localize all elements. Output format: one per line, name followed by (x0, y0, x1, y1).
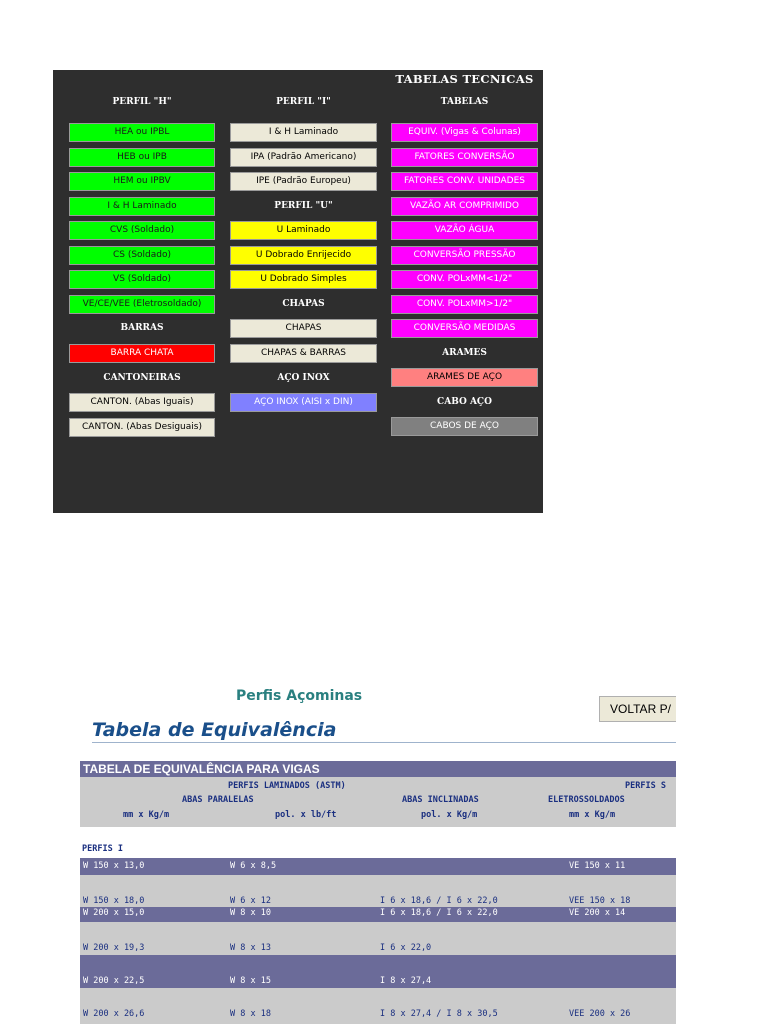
button-cantoneira-iguais[interactable]: CANTON. (Abas Iguais) (69, 393, 215, 412)
button-u-dobrado-enrijecido[interactable]: U Dobrado Enrijecido (230, 246, 377, 265)
button-fatores-conv-unidades[interactable]: FATORES CONV. UNIDADES (391, 172, 538, 191)
header-aco-inox: AÇO INOX (277, 373, 330, 383)
cell-eletrossoldado: VE 150 x 11 (569, 861, 626, 871)
button-equiv-vigas-colunas[interactable]: EQUIV. (Vigas & Colunas) (391, 123, 538, 142)
header-perfil-i: PERFIL "I" (276, 97, 331, 107)
menu-title: TABELAS TECNICAS (395, 72, 534, 86)
cell-eletrossoldado: VEE 150 x 18 (569, 896, 631, 906)
button-barra-chata[interactable]: BARRA CHATA (69, 344, 215, 363)
cell-pol-kg: I 6 x 22,0 (380, 943, 432, 953)
cell-pol-kg: I 6 x 18,6 / I 6 x 22,0 (380, 896, 498, 906)
cell-mm-kg: W 200 x 26,6 (83, 1009, 145, 1019)
button-heb-ipb[interactable]: HEB ou IPB (69, 148, 215, 167)
cell-mm-kg: W 200 x 19,3 (83, 943, 145, 953)
button-h-laminado[interactable]: I & H Laminado (69, 197, 215, 216)
cell-pol-lb: W 8 x 18 (230, 1009, 271, 1019)
table-title-bar: TABELA DE EQUIVALÊNCIA PARA VIGAS (80, 761, 676, 777)
header-abas-inclinadas: ABAS INCLINADAS (402, 795, 479, 805)
button-chapas-barras[interactable]: CHAPAS & BARRAS (230, 344, 377, 363)
button-arames-aco[interactable]: ARAMES DE AÇO (391, 368, 538, 387)
cell-pol-lb: W 8 x 15 (230, 976, 271, 986)
header-abas-paralelas: ABAS PARALELAS (182, 795, 254, 805)
header-unit-pol-lb: pol. x lb/ft (275, 810, 337, 820)
cell-eletrossoldado: VEE 200 x 26 (569, 1009, 631, 1019)
button-cs-soldado[interactable]: CS (Soldado) (69, 246, 215, 265)
technical-tables-menu-panel (53, 70, 543, 513)
button-aco-inox[interactable]: AÇO INOX (AISI x DIN) (230, 393, 377, 412)
button-cabos-aco[interactable]: CABOS DE AÇO (391, 417, 538, 436)
button-ipe-europeu[interactable]: IPE (Padrão Europeu) (230, 172, 377, 191)
table-row (80, 907, 676, 922)
table-row (80, 922, 676, 955)
header-unit-mm-kg-2: mm x Kg/m (569, 810, 616, 820)
header-unit-pol-kg: pol. x Kg/m (421, 810, 478, 820)
button-vazao-ar-comprimido[interactable]: VAZÃO AR COMPRIMIDO (391, 197, 538, 216)
cell-pol-kg: I 8 x 27,4 / I 8 x 30,5 (380, 1009, 498, 1019)
button-conv-pol-mm-menor[interactable]: CONV. POLxMM<1/2" (391, 270, 538, 289)
header-tabelas: TABELAS (440, 97, 489, 107)
header-cabo-aco: CABO AÇO (437, 397, 492, 407)
button-i-h-laminado[interactable]: I & H Laminado (230, 123, 377, 142)
cell-pol-lb: W 6 x 12 (230, 896, 271, 906)
button-vs-soldado[interactable]: VS (Soldado) (69, 270, 215, 289)
back-button[interactable]: VOLTAR P/ (599, 696, 676, 722)
button-ipa-americano[interactable]: IPA (Padrão Americano) (230, 148, 377, 167)
cell-mm-kg: W 150 x 13,0 (83, 861, 145, 871)
header-arames: ARAMES (442, 348, 487, 358)
button-u-dobrado-simples[interactable]: U Dobrado Simples (230, 270, 377, 289)
table-column-headers (80, 777, 676, 827)
table-row (80, 955, 676, 988)
button-conv-pol-mm-maior[interactable]: CONV. POLxMM>1/2" (391, 295, 538, 314)
header-barras: BARRAS (120, 323, 164, 333)
table-row (80, 858, 676, 875)
button-cvs-soldado[interactable]: CVS (Soldado) (69, 221, 215, 240)
header-perfil-u: PERFIL "U" (274, 201, 333, 211)
button-u-laminado[interactable]: U Laminado (230, 221, 377, 240)
cell-pol-kg: I 6 x 18,6 / I 6 x 22,0 (380, 908, 498, 918)
cell-eletrossoldado: VE 200 x 14 (569, 908, 626, 918)
cell-pol-lb: W 8 x 10 (230, 908, 271, 918)
button-conversao-pressao[interactable]: CONVERSÃO PRESSÃO (391, 246, 538, 265)
section-perfis-i: PERFIS I (82, 844, 123, 854)
header-chapas: CHAPAS (282, 299, 325, 309)
perfis-acominas-logo: Perfis Açominas (236, 688, 363, 704)
button-vazao-agua[interactable]: VAZÃO ÁGUA (391, 221, 538, 240)
button-hem-ipbv[interactable]: HEM ou IPBV (69, 172, 215, 191)
button-chapas[interactable]: CHAPAS (230, 319, 377, 338)
cell-mm-kg: W 150 x 18,0 (83, 896, 145, 906)
table-row (80, 988, 676, 1024)
header-eletrossoldados: ELETROSSOLDADOS (548, 795, 625, 805)
cell-pol-lb: W 6 x 8,5 (230, 861, 277, 871)
header-perfil-h: PERFIL "H" (112, 97, 172, 107)
cell-mm-kg: W 200 x 15,0 (83, 908, 145, 918)
button-conversao-medidas[interactable]: CONVERSÃO MEDIDAS (391, 319, 538, 338)
header-cantoneiras: CANTONEIRAS (103, 373, 181, 383)
cell-pol-kg: I 8 x 27,4 (380, 976, 432, 986)
button-hea-ipbl[interactable]: HEA ou IPBL (69, 123, 215, 142)
header-group-laminados: PERFIS LAMINADOS (ASTM) (228, 781, 346, 791)
sheet-title: Tabela de Equivalência (92, 719, 337, 741)
table-row (80, 875, 676, 907)
button-cantoneira-desiguais[interactable]: CANTON. (Abas Desiguais) (69, 418, 215, 437)
cell-pol-lb: W 8 x 13 (230, 943, 271, 953)
header-group-perfis-s: PERFIS S (625, 781, 666, 791)
button-eletrosoldado[interactable]: VE/CE/VEE (Eletrosoldado) (69, 295, 215, 314)
title-divider (92, 742, 676, 743)
cell-mm-kg: W 200 x 22,5 (83, 976, 145, 986)
header-unit-mm-kg: mm x Kg/m (123, 810, 170, 820)
equivalence-table (80, 761, 676, 1024)
button-fatores-conversao[interactable]: FATORES CONVERSÃO (391, 148, 538, 167)
